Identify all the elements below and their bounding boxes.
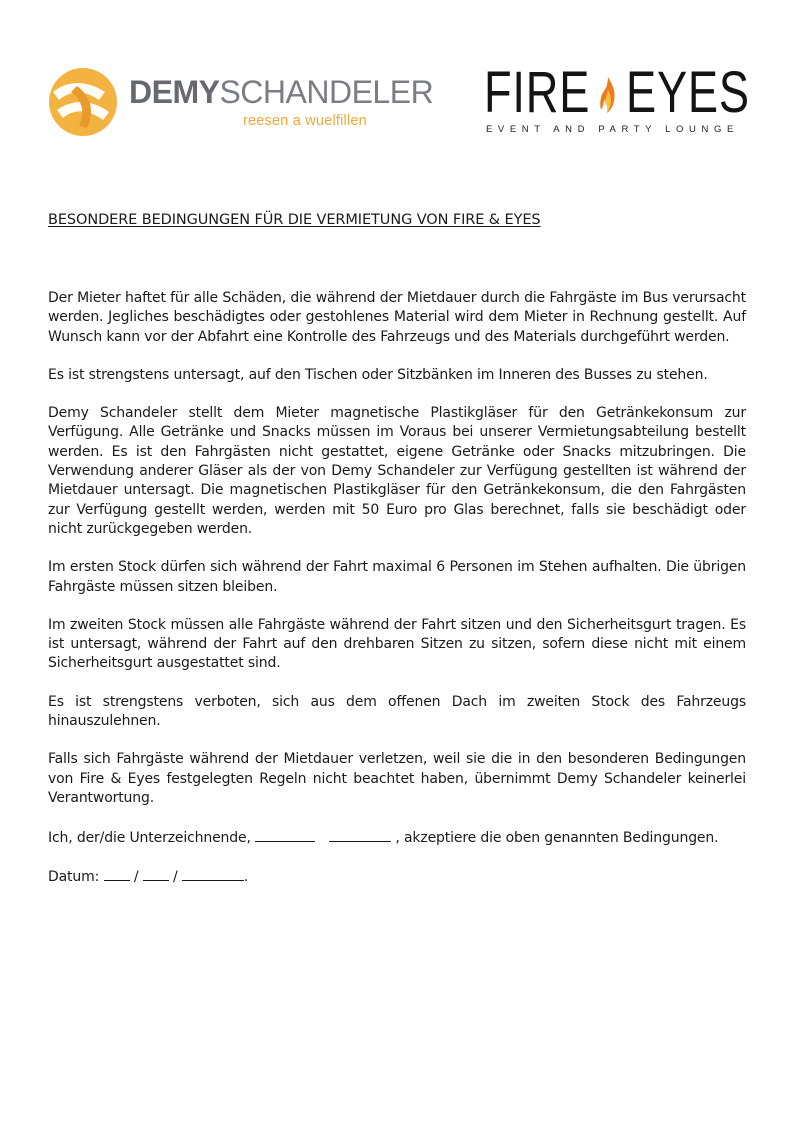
brand-light: SCHANDELER xyxy=(219,74,434,110)
flame-icon xyxy=(599,76,617,114)
fire-eyes-logo xyxy=(484,60,750,138)
demy-slogan: reesen a wuelfillen xyxy=(243,113,367,129)
date-day-blank[interactable] xyxy=(104,866,130,881)
demy-schandeler-emblem-icon xyxy=(47,66,119,138)
date-label: Datum: xyxy=(48,868,100,885)
signature-prefix: Ich, der/die Unterzeichnende, xyxy=(48,830,251,847)
brand-bold: DEMY xyxy=(129,74,220,110)
date-separator-1: / xyxy=(133,868,139,885)
signature-last-name-blank[interactable] xyxy=(329,827,391,842)
signature-line xyxy=(48,827,746,848)
paragraph-glasses: Demy Schandeler stellt dem Mieter magnetische Plastikgläser für den Getränkekonsum zur Verfügung. Alle Getränke und Snacks müssen im Voraus bei unserer Vermietungsabteilung bestellt werden. Es ist den Fahrgästen nicht gestattet, eigene Getränke oder Snacks mitzubringen. Die Verwendung anderer Gläser als der von Demy Schandeler zur Verfügung gestellten ist während der Mietdauer untersagt. Die magnetischen Plastikgläser für den Getränkekonsum, die den Fahrgästen zur Verfügung gestellt werden, werden mit 50 Euro pro Glas berechnet, falls sie beschädigt oder nicht zurückgegeben werden. xyxy=(48,405,746,537)
date-month-blank[interactable] xyxy=(143,866,169,881)
signature-suffix: , akzeptiere die oben genannten Bedingungen. xyxy=(395,830,719,847)
document-body xyxy=(48,289,746,904)
date-end: . xyxy=(243,868,249,885)
paragraph-responsibility: Falls sich Fahrgäste während der Mietdauer verletzen, weil sie die in den besonderen Bedingungen von Fire & Eyes festgelegten Regeln nicht beachtet haben, übernimmt Demy Schandeler keinerlei Verantwortung. xyxy=(48,751,746,806)
date-year-blank[interactable] xyxy=(182,866,244,881)
paragraph-liability: Der Mieter haftet für alle Schäden, die während der Mietdauer durch die Fahrgäste im Bus verursacht werden. Jegliches beschädigtes oder gestohlenes Material wird dem Mieter in Rechnung gestellt. Auf Wunsch kann vor der Abfahrt eine Kontrolle des Fahrzeugs und des Materials durchgeführt werden. xyxy=(48,290,746,345)
paragraph-open-roof: Es ist strengstens verboten, sich aus dem offenen Dach im zweiten Stock des Fahrzeugs hinauszulehnen. xyxy=(48,693,746,730)
fire-word: FIRE xyxy=(484,60,591,125)
paragraph-first-floor: Im ersten Stock dürfen sich während der Fahrt maximal 6 Personen im Stehen aufhalten. Die übrigen Fahrgäste müssen sitzen bleiben. xyxy=(48,559,746,595)
date-separator-2: / xyxy=(173,868,178,885)
date-line xyxy=(48,866,746,887)
signature-first-name-blank[interactable] xyxy=(255,827,315,842)
demy-schandeler-logo xyxy=(47,66,434,138)
demy-schandeler-wordmark xyxy=(129,76,433,108)
eyes-word: EYES xyxy=(626,60,750,125)
paragraph-second-floor: Im zweiten Stock müssen alle Fahrgäste während der Fahrt sitzen und den Sicherheitsgurt tragen. Es ist untersagt, während der Fahrt auf den drehbaren Sitzen zu sitzen, sofern diese nicht mit einem Sicherheitsgurt ausgestattet sind. xyxy=(48,616,746,672)
fire-eyes-subtitle: EVENT AND PARTY LOUNGE xyxy=(486,124,739,135)
paragraph-no-standing: Es ist strengstens untersagt, auf den Tischen oder Sitzbänken im Inneren des Busses zu stehen. xyxy=(48,366,708,383)
document-title: BESONDERE BEDINGUNGEN FÜR DIE VERMIETUNG VON FIRE & EYES xyxy=(48,212,541,228)
